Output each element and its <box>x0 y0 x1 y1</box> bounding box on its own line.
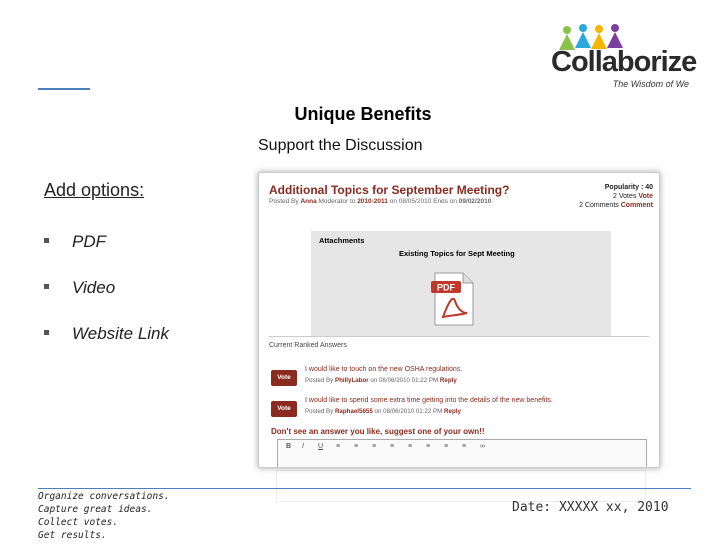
votes-count: 2 Votes <box>613 193 637 200</box>
align-center-icon[interactable]: ≡ <box>426 443 431 450</box>
option-item-video <box>44 278 115 298</box>
top-divider <box>38 88 90 90</box>
answer-meta <box>305 377 457 384</box>
vote-button[interactable]: Vote <box>271 401 297 417</box>
bottom-divider <box>38 488 691 489</box>
moderator-prefix: Moderator to <box>318 198 356 205</box>
popularity-panel <box>579 183 653 210</box>
author-link[interactable]: PhillyLabor <box>334 377 369 384</box>
ranked-answers-label: Current Ranked Answers <box>269 342 347 349</box>
tagline-line: Capture great ideas. <box>38 504 153 515</box>
reflection-editor <box>276 470 646 502</box>
topic-dates: on 08/05/2010 Ends on <box>389 198 457 205</box>
answer-date: on 08/06/2010 01:22 PM <box>374 408 443 415</box>
option-label: Website Link <box>72 324 170 343</box>
tagline-line: Get results. <box>38 530 107 541</box>
group-link[interactable]: 2010-2011 <box>357 198 388 205</box>
answer-text: I would like to touch on the new OSHA regulations. <box>305 366 463 373</box>
justify-icon[interactable]: ≡ <box>462 443 467 450</box>
slide-date: Date: XXXXX xx, 2010 <box>512 500 669 515</box>
outdent-icon[interactable]: ≡ <box>372 443 377 450</box>
comments-count: 2 Comments <box>579 202 619 209</box>
posted-by-prefix: Posted By <box>269 198 299 205</box>
reply-link[interactable]: Reply <box>439 377 457 384</box>
popularity-score: Popularity : 40 <box>604 184 653 191</box>
option-label: Video <box>72 278 116 297</box>
tagline-line: Organize conversations. <box>38 491 170 502</box>
bullet-icon <box>44 238 49 243</box>
collaborize-logo <box>543 24 697 94</box>
answer-meta <box>305 408 461 415</box>
section-divider <box>269 336 649 337</box>
attachments-box <box>311 231 611 337</box>
italic-button[interactable]: I <box>302 443 304 450</box>
bullet-icon <box>44 330 49 335</box>
bold-button[interactable]: B <box>286 443 292 450</box>
suggest-answer-prompt: Don't see an answer you like, suggest one of your own!! <box>271 427 485 436</box>
comment-link[interactable]: Comment <box>620 202 653 209</box>
topic-title[interactable]: Additional Topics for September Meeting? <box>269 183 510 197</box>
vote-button[interactable]: Vote <box>271 370 297 386</box>
pdf-badge-label: PDF <box>437 282 455 293</box>
discussion-screenshot <box>258 172 660 468</box>
numbered-list-icon[interactable]: ≡ <box>354 443 359 450</box>
align-left-icon[interactable]: ≡ <box>408 443 413 450</box>
align-right-icon[interactable]: ≡ <box>444 443 449 450</box>
logo-wordmark: Collaborize <box>551 46 697 78</box>
pdf-file-icon[interactable] <box>431 271 475 327</box>
logo-tagline: The Wisdom of We <box>612 79 689 89</box>
posted-by-prefix: Posted By <box>305 408 334 415</box>
answer-text: I would like to spend some extra time getting into the details of the new benefits. <box>305 397 553 404</box>
slide-subtitle: Support the Discussion <box>258 137 423 154</box>
underline-button[interactable]: U <box>318 443 324 450</box>
posted-by-prefix: Posted By <box>305 377 334 384</box>
answer-editor[interactable] <box>277 439 647 468</box>
link-icon[interactable]: ∞ <box>480 443 485 450</box>
bullet-list-icon[interactable]: ≡ <box>336 443 341 450</box>
attachment-title[interactable]: Existing Topics for Sept Meeting <box>399 249 515 258</box>
author-link[interactable]: Anna <box>300 198 317 205</box>
option-label: PDF <box>72 232 106 251</box>
reply-link[interactable]: Reply <box>444 408 461 415</box>
topic-meta <box>269 198 491 205</box>
author-link[interactable]: Raphael5655 <box>334 408 373 415</box>
vote-link[interactable]: Vote <box>638 193 653 200</box>
end-date: 09/02/2010 <box>458 198 492 205</box>
slide-title: Unique Benefits <box>294 104 432 124</box>
bullet-icon <box>44 284 49 289</box>
attachments-label: Attachments <box>319 236 365 245</box>
option-item-website-link <box>44 324 169 344</box>
answer-date: on 08/06/2010 01:22 PM <box>370 377 439 384</box>
footer-tagline <box>38 490 170 542</box>
options-heading: Add options: <box>44 180 145 200</box>
tagline-line: Collect votes. <box>38 517 119 528</box>
option-item-pdf <box>44 232 106 252</box>
indent-icon[interactable]: ≡ <box>390 443 395 450</box>
